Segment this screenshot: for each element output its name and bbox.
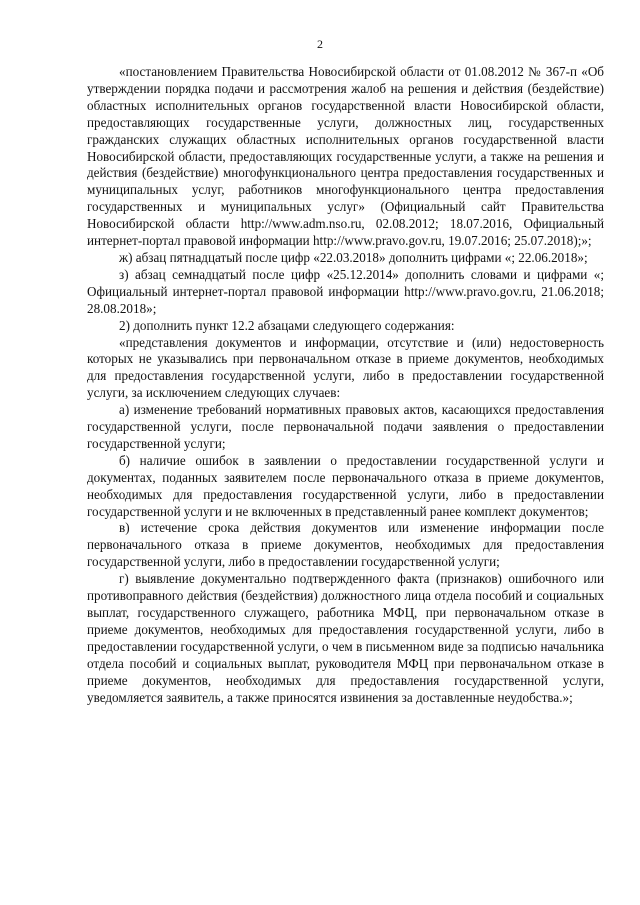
- document-body: [87, 64, 604, 706]
- paragraph-item-z: з) абзац семнадцатый после цифр «25.12.2014» дополнить словами и цифрами «; Официальный интернет-портал правовой информации http://www.pravo.gov.ru, 21.06.2018; 28.08.2018»;: [87, 266, 604, 316]
- paragraph-resolution-reference: «постановлением Правительства Новосибирской области от 01.08.2012 № 367-п «Об утверждении порядка подачи и рассмотрения жалоб на решения и действия (бездействие) областных исполнительных органов государственной власти Новосибирской области, предоставляющих государственные услуги, должностных лиц, государственных гражданских служащих областных исполнительных органов государственной власти Новосибирской области, предоставляющих государственные услуги, а также на решения и действия (бездействие) многофункционального центра предоставления государственных и муниципальных услуг, работников многофункционального центра предоставления государственных и муниципальных услуг» (Официальный сайт Правительства Новосибирской области http://www.adm.nso.ru, 02.08.2012; 18.07.2016, Официальный интернет-портал правовой информации http://www.pravo.gov.ru, 19.07.2016; 25.07.2018);»;: [87, 64, 604, 249]
- paragraph-case-v: в) истечение срока действия документов или изменение информации после первоначального отказа в приеме документов, необходимых для предоставления государственной услуги, либо в предоставлении государственной услуги;: [87, 520, 604, 570]
- paragraph-case-a: а) изменение требований нормативных правовых актов, касающихся предоставления государственной услуги, после первоначальной подачи заявления о предоставлении государственной услуги;: [87, 402, 604, 451]
- page-number: 2: [317, 37, 323, 51]
- paragraph-case-b: б) наличие ошибок в заявлении о предоставлении государственной услуги и документах, поданных заявителем после первоначального отказа в приеме документов, необходимых для предоставления государственной услуги, либо в предоставлении государственной услуги и не включенных в представленный ранее комплект документов;: [87, 452, 604, 519]
- paragraph-documents-submission: «представления документов и информации, отсутствие и (или) недостоверность которых не указывались при первоначальном отказе в приеме документов, необходимых для предоставления государственной услуги, либо в предоставлении государственной услуги, за исключением следующих случаев:: [87, 334, 604, 401]
- paragraph-item-2: 2) дополнить пункт 12.2 абзацами следующего содержания:: [119, 317, 455, 333]
- paragraph-item-zh: ж) абзац пятнадцатый после цифр «22.03.2018» дополнить цифрами «; 22.06.2018»;: [119, 249, 588, 265]
- paragraph-case-g: г) выявление документально подтвержденного факта (признаков) ошибочного или противоправного действия (бездействия) должностного лица отдела пособий и социальных выплат, государственного служащего, работника МФЦ, при первоначальном отказе в приеме документов, необходимых для предоставления государственной услуги, либо в предоставлении государственной услуги, о чем в письменном виде за подписью начальника отдела пособий и социальных выплат, руководителя МФЦ при первоначальном отказе в приеме документов, необходимых для предоставления государственной услуги, уведомляется заявитель, а также приносятся извинения за доставленные неудобства.»;: [87, 571, 604, 705]
